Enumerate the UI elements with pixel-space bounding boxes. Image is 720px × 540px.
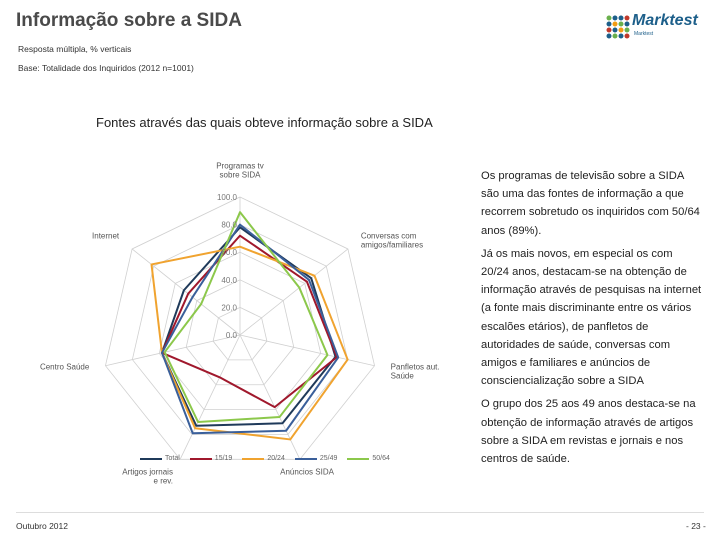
grid-spoke (105, 335, 240, 366)
legend-item (242, 455, 285, 462)
legend-swatch (295, 458, 317, 460)
legend-swatch (347, 458, 369, 460)
grid-spoke (132, 249, 240, 335)
marktest-logo (606, 13, 706, 43)
tick-label: 40.0 (221, 275, 237, 285)
tick-label: 100.0 (216, 193, 237, 202)
grid-spoke (240, 335, 300, 459)
axis-label: Centro Saúde (39, 362, 90, 372)
tick-label: 0.0 (225, 331, 237, 340)
note-paragraph: Já os mais novos, em especial os com 20/24 anos, destacam-se na obtenção de informação através de pesquisas na internet (a fonte mais discriminante entre os vários escalões etários), de panfletos de autoridades de saúde, conversas com amigos e familiares e anúncios de consciencialização sobre a SIDA (481, 247, 702, 388)
grid-spoke (240, 249, 348, 335)
logo-dots-icon (606, 15, 630, 39)
axis-label: Panfletos aut. Saúde (390, 362, 440, 381)
legend-item (295, 455, 338, 462)
tick-label: 20.0 (221, 303, 237, 313)
page-number: - 23 - (686, 521, 706, 531)
legend-label: Total (165, 455, 180, 462)
footer-divider (16, 512, 704, 513)
legend-item (140, 455, 180, 462)
meta-response-type: Resposta múltipla, % verticais (18, 44, 132, 54)
chart-title: Fontes através das quais obteve informação sobre a SIDA (96, 115, 433, 130)
meta-base: Base: Totalidade dos Inquiridos (2012 n=1001) (18, 63, 194, 73)
legend-swatch (242, 458, 264, 460)
axis-label: Programas tv sobre SIDA (216, 161, 264, 180)
note-paragraph: O grupo dos 25 aos 49 anos destaca-se na obtenção de informação através de artigos sobre a SIDA em revistas e jornais e nos centros de saúde. (481, 398, 696, 466)
radar-series (152, 212, 348, 439)
grid-spoke (180, 335, 240, 459)
legend-label: 25/49 (319, 455, 338, 462)
logo-text: Marktest (632, 12, 698, 29)
footer-date: Outubro 2012 (16, 521, 68, 531)
legend-swatch (140, 458, 162, 460)
legend-label: 15/19 (214, 455, 233, 462)
axis-label: Anúncios SIDA (280, 467, 334, 477)
axis-label: Conversas com amigos/familiares (360, 231, 424, 250)
legend-label: 50/64 (372, 455, 390, 462)
axis-label: Artigos jornais e rev. (122, 467, 173, 486)
tick-label: 80.0 (221, 220, 237, 230)
grid-spoke (240, 335, 375, 366)
axis-label: Internet (92, 231, 120, 241)
logo-subtitle: Marktest (634, 31, 654, 37)
tick-label: 60.0 (221, 248, 237, 258)
legend-item (347, 455, 390, 462)
legend-label: 20/24 (267, 455, 285, 462)
note-paragraph: Os programas de televisão sobre a SIDA são uma das fontes de informação a que recorrem sobretudo os inquiridos com 50/64 anos (89%). (481, 170, 700, 237)
legend-swatch (190, 458, 212, 460)
legend-item (190, 455, 233, 462)
page-title: Informação sobre a SIDA (16, 10, 242, 31)
commentary-panel (481, 167, 703, 473)
chart-legend (140, 455, 390, 462)
